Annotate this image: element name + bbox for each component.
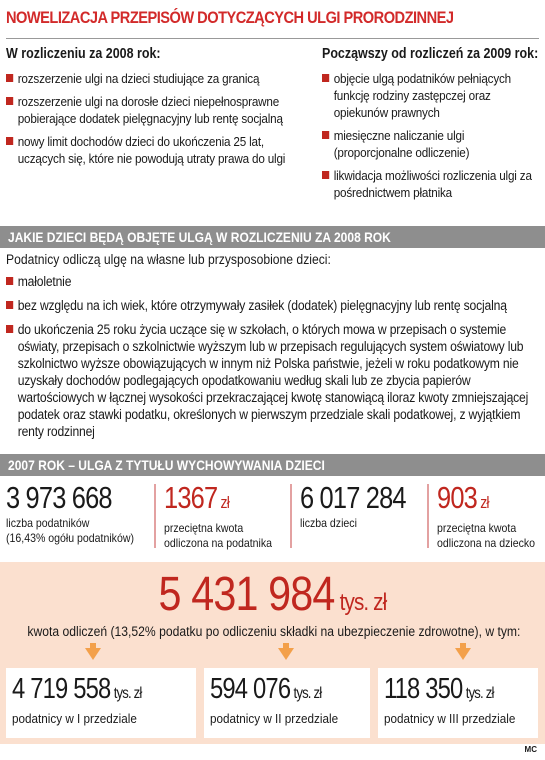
section-intro: Podatnicy odliczą ulgę na własne lub przysposobione dzieci:	[6, 252, 331, 267]
section-bar-label: JAKIE DZIECI BĘDĄ OBJĘTE ULGĄ W ROZLICZENIU ZA 2008 ROK	[8, 229, 391, 245]
list-item: rozszerzenie ulgi na dorosłe dzieci niepełnosprawne pobierające dodatek pielęgnacyjny lub rentę socjalną	[6, 93, 306, 127]
stat-taxpayers	[6, 480, 146, 554]
right-column	[322, 46, 544, 207]
list-item: nowy limit dochodów dzieci do ukończenia 25 lat, uczących się, które nie powodują utraty prawa do ulgi	[6, 133, 306, 167]
list-item: rozszerzenie ulgi na dzieci studiujące za granicą	[6, 70, 306, 87]
total-value: 5 431 984 tys. zł	[158, 568, 387, 621]
children-list	[6, 273, 544, 440]
bracket-label: podatnicy w I przedziale	[12, 711, 137, 726]
total-amount	[0, 568, 545, 630]
list-item: małoletnie	[6, 273, 536, 290]
stat-label: liczba dzieci	[300, 516, 357, 530]
stat-divider	[427, 484, 429, 548]
bracket-box-1	[6, 668, 196, 738]
right-column-heading: Począwszy od rozliczeń za 2009 rok:	[322, 46, 539, 62]
section-bar-2007	[0, 454, 545, 476]
left-column-list	[6, 70, 306, 167]
section-bar-label: 2007 ROK – ULGA Z TYTUŁU WYCHOWYWANIA DZIECI	[8, 457, 325, 473]
stat-avg-per-child	[437, 480, 543, 554]
stat-divider	[290, 484, 292, 548]
stat-children	[300, 480, 420, 554]
credit: MC	[524, 745, 537, 754]
stat-avg-per-taxpayer	[164, 480, 284, 554]
stat-divider	[154, 484, 156, 548]
stats-row	[0, 480, 545, 560]
arrow-down-icon	[278, 648, 294, 660]
stat-value: 6 017 284	[300, 480, 406, 515]
bracket-label: podatnicy w II przedziale	[210, 711, 339, 726]
list-item: likwidacja możliwości rozliczenia ulgi za pośrednictwem płatnika	[322, 167, 544, 201]
arrow-down-icon	[85, 648, 101, 660]
stat-label: odliczona na dziecko	[437, 536, 536, 550]
list-item: miesięczne naliczanie ulgi (proporcjonalne odliczenie)	[322, 127, 544, 161]
left-column-heading: W rozliczeniu za 2008 rok:	[6, 46, 161, 62]
bracket-value: 4 719 558 tys. zł	[12, 673, 142, 705]
stat-label: przeciętna kwota	[164, 521, 244, 535]
title-divider	[6, 38, 539, 39]
section-bar-children	[0, 226, 545, 248]
stat-label: liczba podatników	[6, 516, 90, 530]
list-item: do ukończenia 25 roku życia uczące się w szkołach, o których mowa w przepisach o systemie oświaty, przepisach o szkolnictwie wyższym lub w przepisach regulujących system oświatowy lub szkolnictwo wyższe obowiązujących w innym niż Polska państwie, jeżeli w roku podatkowym nie uzyskały dochodów podlegających opodatkowaniu według skali lub ze zbycia papierów wartościowych w łącznej wysokości przekraczającej kwotę stanowiącą iloraz kwoty zmniejszającej podatek oraz stawki podatku, określonych w pierwszym przedziale skali podatkowej, z wyjątkiem renty rodzinnej	[6, 321, 536, 440]
bracket-value: 594 076 tys. zł	[210, 673, 322, 705]
stat-label: (16,43% ogółu podatników)	[6, 531, 134, 545]
left-column	[6, 46, 306, 173]
arrow-down-icon	[455, 648, 471, 660]
page-title: NOWELIZACJA PRZEPISÓW DOTYCZĄCYCH ULGI PRORODZINNEJ	[6, 8, 454, 27]
stat-value: 3 973 668	[6, 480, 112, 515]
stat-value: 903 zł	[437, 480, 489, 515]
bracket-label: podatnicy w III przedziale	[384, 711, 516, 726]
list-item: bez względu na ich wiek, które otrzymywały zasiłek (dodatek) pielęgnacyjny lub rentę socjalną	[6, 297, 536, 314]
list-item: objęcie ulgą podatników pełniących funkcję rodziny zastępczej oraz opiekunów prawnych	[322, 70, 544, 121]
bracket-box-2	[204, 668, 370, 738]
bracket-value: 118 350 tys. zł	[384, 673, 494, 705]
stat-value: 1367 zł	[164, 480, 229, 515]
bracket-box-3	[378, 668, 538, 738]
total-label: kwota odliczeń (13,52% podatku po odliczeniu składki na ubezpieczenie zdrowotne), w tym:	[27, 624, 521, 639]
stat-label: przeciętna kwota	[437, 521, 517, 535]
right-column-list	[322, 70, 544, 201]
stat-label: odliczona na podatnika	[164, 536, 273, 550]
children-section	[6, 252, 544, 447]
